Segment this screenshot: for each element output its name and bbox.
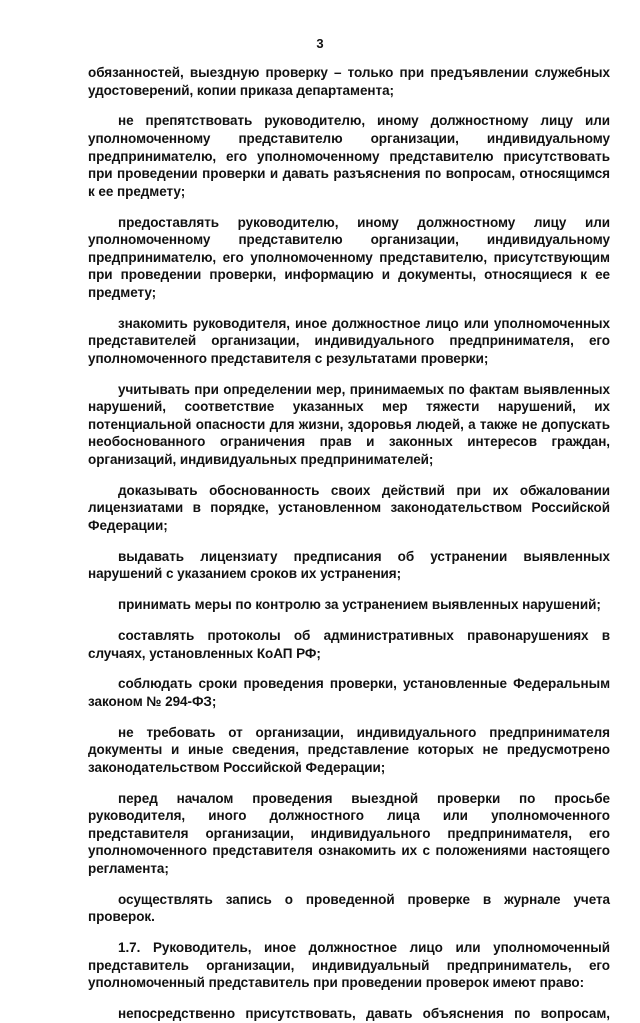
paragraph-journal-record: осуществлять запись о проведенной проверке в журнале учета проверок. — [88, 891, 610, 925]
document-body — [88, 64, 610, 1023]
paragraph-not-require-documents: не требовать от организации, индивидуального предпринимателя документы и иные сведения, представление которых не предусмотрено законодательством Российской Федерации; — [88, 724, 610, 775]
paragraph-familiarize-regulation: перед началом проведения выездной проверки по просьбе руководителя, иного должностного лица или уполномоченного представителя организации, индивидуального предпринимателя, его уполномоченного представителя ознакомить их с положениями настоящего регламента; — [88, 790, 610, 877]
paragraph-issue-orders: выдавать лицензиату предписания об устранении выявленных нарушений с указанием сроков их устранения; — [88, 548, 610, 582]
paragraph-obligations-continuation: обязанностей, выездную проверку – только при предъявлении служебных удостоверений, копии приказа департамента; — [88, 65, 610, 98]
paragraph-not-obstruct: не препятствовать руководителю, иному должностному лицу или уполномоченному представителю организации, индивидуальному предпринимателю, его уполномоченному представителю присутствовать при проведении проверки и давать разъяснения по вопросам, относящимся к ее предмету; — [88, 113, 610, 199]
paragraph-right-to-attend: непосредственно присутствовать, давать объяснения по вопросам, — [118, 1006, 610, 1022]
paragraph-acquaint-results: знакомить руководителя, иное должностное лицо или уполномоченных представителей организации, индивидуального предпринимателя, его уполномоченного представителя с результатами проверки; — [88, 315, 610, 366]
paragraph-observe-deadlines: соблюдать сроки проведения проверки, установленные Федеральным законом № 294-ФЗ; — [88, 676, 610, 709]
paragraph-prove-validity: доказывать обоснованность своих действий при их обжаловании лицензиатами в порядке, установленном законодательством Российской Федерации; — [88, 482, 610, 533]
paragraph-draw-protocols: составлять протоколы об административных правонарушениях в случаях, установленных КоАП РФ; — [88, 627, 610, 661]
page-number: 3 — [316, 36, 324, 51]
paragraph-consider-measures: учитывать при определении мер, принимаемых по фактам выявленных нарушений, соответствие указанных мер тяжести нарушений, их потенциальной опасности для жизни, здоровья людей, а также не допускать необоснованного ограничения прав и законных интересов граждан, организаций, индивидуальных предпринимателей; — [88, 381, 610, 468]
paragraph-provide-information: предоставлять руководителю, иному должностному лицу или уполномоченному представителю организации, индивидуальному предпринимателю, его уполномоченному представителю, присутствующим при проведении проверки, информацию и документы, относящиеся к ее предмету; — [88, 214, 610, 300]
paragraph-section-1-7: 1.7. Руководитель, иное должностное лицо или уполномоченный представитель организации, индивидуальный предприниматель, его уполномоченный представитель при проведении проверок имеют право: — [88, 940, 610, 991]
paragraph-control-elimination: принимать меры по контролю за устранением выявленных нарушений; — [118, 597, 601, 613]
